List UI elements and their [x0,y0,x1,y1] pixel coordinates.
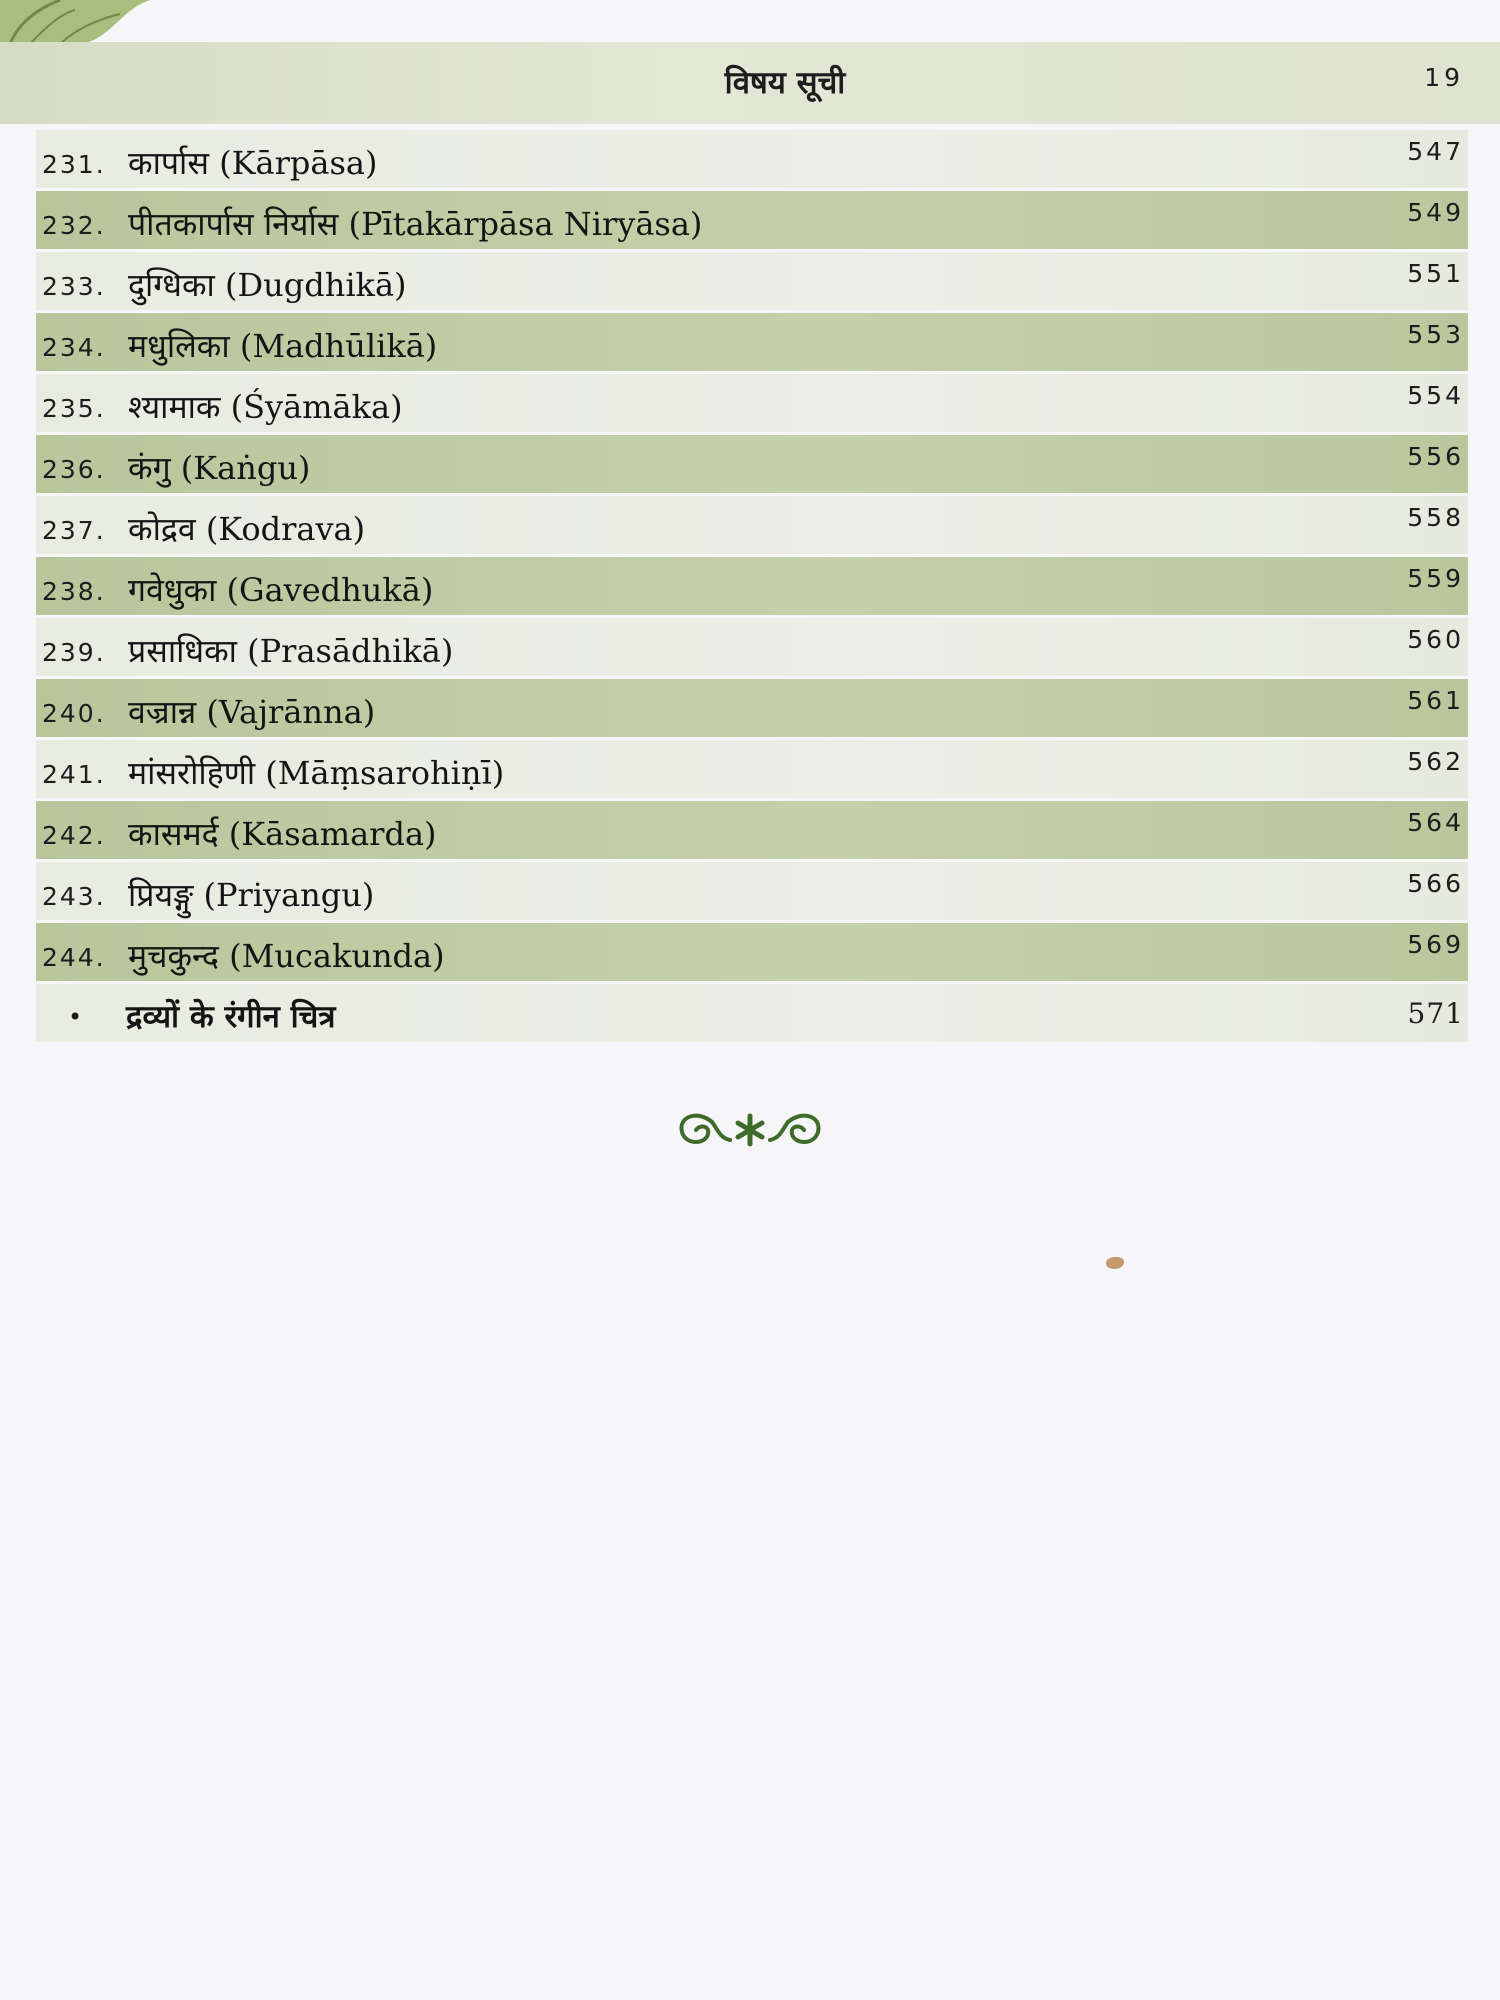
entry-number: 238. [42,577,106,606]
entry-title: प्रसाधिका (Prasādhikā) [128,632,454,670]
toc-row-color-plates [36,984,1468,1042]
entry-title: कंगु (Kaṅgu) [128,449,311,487]
entry-number: 231. [42,150,106,179]
toc-row [36,435,1468,493]
entry-title: कासमर्द (Kāsamarda) [128,815,437,853]
entry-number: 233. [42,272,106,301]
entry-title: श्यामाक (Śyāmāka) [128,388,403,426]
toc-row [36,862,1468,920]
page-number: 19 [1424,63,1464,92]
toc-row [36,618,1468,676]
entry-page: 562 [1407,747,1464,776]
entry-title: दुग्धिका (Dugdhikā) [128,266,407,304]
entry-title: पीतकार्पास निर्यास (Pītakārpāsa Niryāsa) [128,205,703,243]
entry-number: 232. [42,211,106,240]
ornament-divider [0,1100,1500,1160]
entry-title: गवेधुका (Gavedhukā) [128,571,434,609]
toc-row [36,679,1468,737]
entry-page: 569 [1407,930,1464,959]
table-of-contents [36,130,1468,1045]
entry-title: मुचकुन्द (Mucakunda) [128,937,445,975]
toc-row [36,252,1468,310]
entry-number: 239. [42,638,106,667]
entry-title: वज्रान्न (Vajrānna) [128,693,376,731]
entry-number: 240. [42,699,106,728]
toc-row [36,130,1468,188]
paper-speck [1106,1257,1124,1269]
entry-page: 561 [1407,686,1464,715]
entry-page: 556 [1407,442,1464,471]
entry-title: मांसरोहिणी (Māṃsarohiṇī) [128,754,505,792]
toc-row [36,557,1468,615]
entry-number: 243. [42,882,106,911]
entry-page: 547 [1407,137,1464,166]
toc-row [36,313,1468,371]
entry-title: कार्पास (Kārpāsa) [128,144,378,182]
toc-row [36,374,1468,432]
entry-number: 235. [42,394,106,423]
entry-page: 566 [1407,869,1464,898]
entry-page: 554 [1407,381,1464,410]
entry-number: 242. [42,821,106,850]
entry-title: द्रव्यों के रंगीन चित्र [126,999,336,1035]
entry-number: 237. [42,516,106,545]
entry-number: 236. [42,455,106,484]
entry-page: 571 [1407,997,1464,1030]
leaf-decoration-icon [0,0,150,44]
toc-row [36,801,1468,859]
entry-page: 559 [1407,564,1464,593]
entry-page: 558 [1407,503,1464,532]
bullet-icon: • [68,1003,83,1031]
toc-row [36,191,1468,249]
entry-number: 244. [42,943,106,972]
toc-row [36,740,1468,798]
entry-page: 560 [1407,625,1464,654]
entry-page: 549 [1407,198,1464,227]
entry-number: 234. [42,333,106,362]
page-title: विषय सूची [724,65,846,101]
toc-row [36,923,1468,981]
entry-number: 241. [42,760,106,789]
entry-title: मधुलिका (Madhūlikā) [128,327,438,365]
entry-title: प्रियङ्गु (Priyangu) [128,876,375,914]
entry-page: 564 [1407,808,1464,837]
entry-page: 553 [1407,320,1464,349]
toc-row [36,496,1468,554]
entry-page: 551 [1407,259,1464,288]
entry-title: कोद्रव (Kodrava) [128,510,366,548]
floral-ornament-icon [660,1100,840,1160]
